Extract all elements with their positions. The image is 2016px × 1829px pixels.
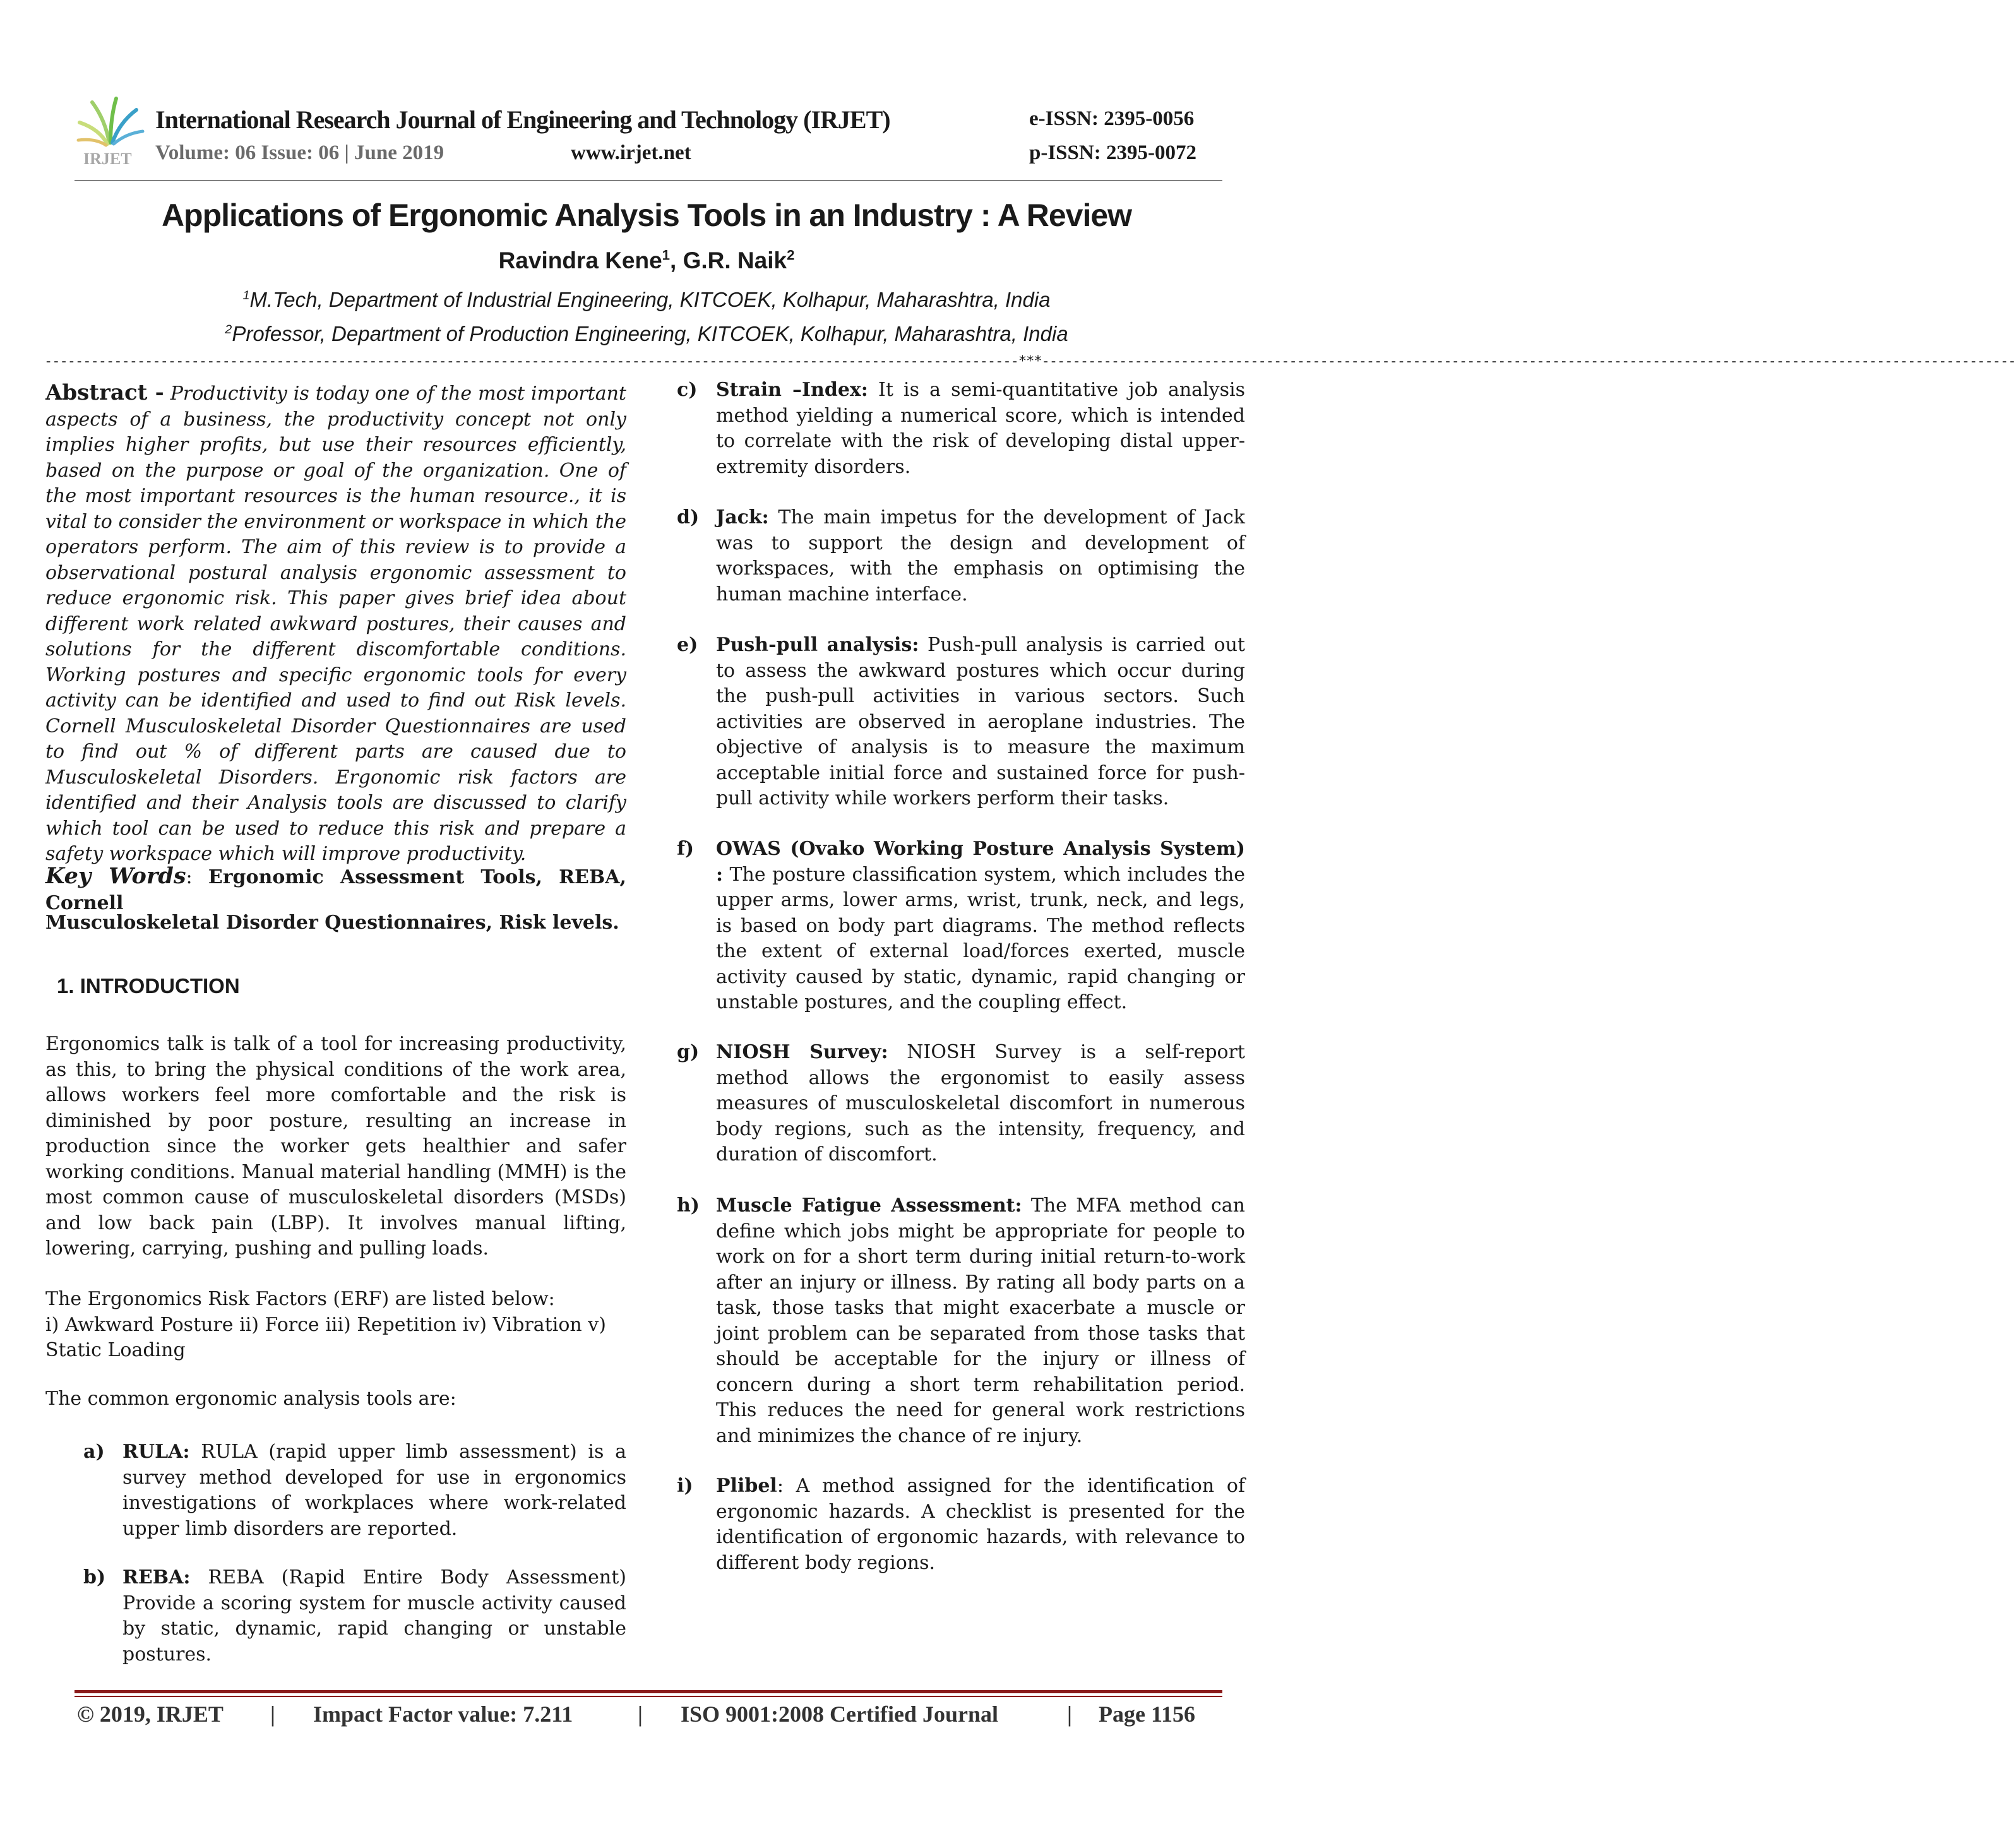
tool-item-niosh [677, 1040, 1245, 1168]
authors [0, 247, 1293, 274]
irjet-logo [75, 93, 144, 168]
tool-item-name: Plibel [716, 1475, 777, 1497]
divider-dashes-right: ------------------------------------------------------------------------------------------------------------------------------ [1041, 354, 2016, 369]
affiliation-1-sup: 1 [242, 289, 250, 302]
divider-stars: *** [1018, 354, 1042, 369]
tool-item-text: Push-pull analysis is carried out to assess the awkward postures which occur during the push-pull activities in various sectors. Such activities are observed in aeroplane industries. The objective of analysis is to measure the maximum acceptable initial force and sustained force for push-pull activity while workers perform their tasks. [716, 634, 1245, 809]
intro-paragraph-2 [45, 1287, 626, 1364]
tool-item-mark: c) [677, 379, 698, 401]
footer-iso: ISO 9001:2008 Certified Journal [681, 1701, 998, 1727]
abstract [45, 380, 626, 867]
journal-url[interactable]: www.irjet.net [571, 141, 691, 164]
tool-item-mfa [677, 1193, 1245, 1449]
tool-item-text: It is a semi-quantitative job analysis method yielding a numerical score, which is intended to correlate with the risk of developing distal upper-extremity disorders. [716, 379, 1245, 478]
footer-page-number: Page 1156 [1099, 1701, 1195, 1727]
section-heading-introduction: 1. INTRODUCTION [57, 974, 240, 998]
tool-item-text: RULA (rapid upper limb assessment) is a survey method developed for use in ergonomics investigations of workplaces where work-related upper limb disorders are reported. [122, 1441, 626, 1540]
volume-info: Volume: 06 Issue: 06 | June 2019 [155, 141, 444, 164]
author-1-sup: 1 [662, 247, 671, 263]
tool-item-body [716, 505, 1245, 607]
journal-title: International Research Journal of Engineering and Technology (IRJET) [155, 105, 890, 134]
tool-item-body [716, 378, 1245, 480]
keywords-colon: : [186, 866, 208, 888]
affiliation-2 [0, 322, 1293, 346]
tool-item-owas [677, 837, 1245, 1016]
tool-item-name: Muscle Fatigue Assessment: [716, 1195, 1022, 1217]
tool-item-body [716, 1474, 1245, 1576]
erf-intro: The Ergonomics Risk Factors (ERF) are listed below: [45, 1288, 555, 1310]
tool-item-text: The MFA method can define which jobs might be appropriate for people to work on for a short term during initial return-to-work after an injury or illness. By rating all body parts on a task, those tasks that might exacerbate a muscle or joint problem can be separated from those tasks that should be acceptable for the injury or illness of concern during a short term rehabilitation period. This reduces the need for general work restrictions and minimizes the chance of re injury. [716, 1195, 1245, 1447]
affiliation-2-sup: 2 [225, 323, 232, 337]
paper-title: Applications of Ergonomic Analysis Tools in an Industry : A Review [161, 198, 1132, 233]
keywords-line-2: Musculoskeletal Disorder Questionnaires, Risk levels. [45, 912, 619, 934]
tool-item-body [122, 1439, 626, 1542]
affiliation-1-text: M.Tech, Department of Industrial Engineering, KITCOEK, Kolhapur, Maharashtra, India [249, 288, 1051, 311]
tool-item-mark: a) [83, 1441, 105, 1463]
author-1: Ravindra Kene [498, 247, 662, 273]
tool-item-mark: d) [677, 506, 700, 528]
keywords-line-1: Ergonomic Assessment Tools, REBA, Cornell [45, 866, 626, 914]
intro-paragraph-1: Ergonomics talk is talk of a tool for increasing productivity, as this, to bring the physical conditions of the work area, allows workers feel more comfortable and the risk is diminished by poor posture, resulting an increase in production since the worker gets healthier and safer working conditions. Manual material handling (MMH) is the most common cause of musculoskeletal disorders (MSDs) and low back pain (LBP). It involves manual lifting, lowering, carrying, pushing and pulling loads. [45, 1033, 626, 1260]
tool-item-reba [83, 1565, 626, 1667]
tool-item-name: REBA: [122, 1566, 191, 1588]
tool-item-push-pull [677, 633, 1245, 812]
p-issn: p-ISSN: 2395-0072 [1029, 141, 1196, 164]
affiliation-2-text: Professor, Department of Production Engineering, KITCOEK, Kolhapur, Maharashtra, India [232, 322, 1068, 345]
tool-item-jack [677, 505, 1245, 607]
intro-paragraph-3: The common ergonomic analysis tools are: [45, 1388, 456, 1410]
author-2-sup: 2 [787, 247, 795, 263]
tool-item-name: OWAS (Ovako Working Posture Analysis System) : [716, 838, 1245, 886]
footer-impact-factor: Impact Factor value: 7.211 [313, 1701, 573, 1727]
tool-item-name: Jack: [716, 506, 769, 528]
footer-separator: | [638, 1701, 643, 1727]
erf-list: i) Awkward Posture ii) Force iii) Repetition iv) Vibration v) Static Loading [45, 1313, 606, 1361]
tool-item-text: NIOSH Survey is a self-report method allows the ergonomist to easily assess measures of musculoskeletal discomfort in numerous body regions, such as the intensity, frequency, and duration of discomfort. [716, 1041, 1245, 1165]
tool-item-strain-index [677, 378, 1245, 480]
divider-dashes-left: ------------------------------------------------------------------------------------------------------------------------------ [44, 354, 1018, 369]
logo-text: IRJET [83, 150, 132, 168]
tool-item-body [716, 1040, 1245, 1168]
tool-item-text: : A method assigned for the identification of ergonomic hazards. A checklist is presented for the identification of ergonomic hazards, with relevance to different body regions. [716, 1475, 1245, 1574]
abstract-label: Abstract - [45, 380, 164, 405]
section-divider [44, 354, 2016, 369]
footer-separator: | [1067, 1701, 1072, 1727]
header-divider [75, 180, 1222, 181]
affiliation-1 [0, 288, 1293, 312]
tool-item-name: Push-pull analysis: [716, 634, 919, 656]
tool-item-name: Strain –Index: [716, 379, 868, 401]
footer-copyright: © 2019, IRJET [77, 1701, 224, 1727]
footer-rule-thin [75, 1696, 1222, 1697]
author-2: , G.R. Naik [670, 247, 787, 273]
tool-item-body [716, 633, 1245, 812]
abstract-text: Productivity is today one of the most important aspects of a business, the productivity concept not only implies higher profits, but use their resources efficiently, based on the purpose or goal of the organization. One of the most important resources is the human resource., it is vital to consider the environment or workspace in which the operators perform. The aim of this review is to provide a observational postural analysis ergonomic assessment to reduce ergonomic risk. This paper gives brief idea about different work related awkward postures, their causes and solutions for the different discomfortable conditions. Working postures and specific ergonomic tools for every activity can be identified and used to find out Risk levels. Cornell Musculoskeletal Disorder Questionnaires are used to find out % of different parts are caused due to Musculoskeletal Disorders. Ergonomic risk factors are identified and their Analysis tools are discussed to clarify which tool can be used to reduce this risk and prepare a safety workspace which will improve productivity. [45, 383, 626, 865]
tool-item-text: The main impetus for the development of Jack was to support the design and development of workspaces, with the emphasis on optimising the human machine interface. [716, 506, 1245, 605]
tool-item-body [122, 1565, 626, 1667]
tool-item-plibel [677, 1474, 1245, 1576]
tool-item-mark: f) [677, 838, 695, 860]
tool-item-mark: e) [677, 634, 698, 656]
footer-separator: | [270, 1701, 275, 1727]
tool-item-text: REBA (Rapid Entire Body Assessment) Provide a scoring system for muscle activity caused by static, dynamic, rapid changing or unstable postures. [122, 1566, 626, 1665]
tool-item-mark: i) [677, 1475, 693, 1497]
tool-item-text: The posture classification system, which includes the upper arms, lower arms, wrist, trunk, neck, and legs, is based on body part diagrams. The method reflects the extent of external load/forces exerted, muscle activity caused by static, dynamic, rapid changing or unstable postures, and the coupling effect. [716, 863, 1245, 1013]
tool-item-name: NIOSH Survey: [716, 1041, 888, 1063]
keywords-label: Key Words [45, 863, 186, 889]
tool-item-body [716, 837, 1245, 1016]
keywords [45, 864, 626, 916]
footer-rule-thick [75, 1690, 1222, 1693]
tool-item-mark: g) [677, 1041, 700, 1063]
tool-item-name: RULA: [122, 1441, 190, 1463]
e-issn: e-ISSN: 2395-0056 [1029, 107, 1195, 130]
tool-item-body [716, 1193, 1245, 1449]
tool-item-mark: h) [677, 1195, 700, 1217]
tool-item-rula [83, 1439, 626, 1542]
tool-item-mark: b) [83, 1566, 106, 1588]
